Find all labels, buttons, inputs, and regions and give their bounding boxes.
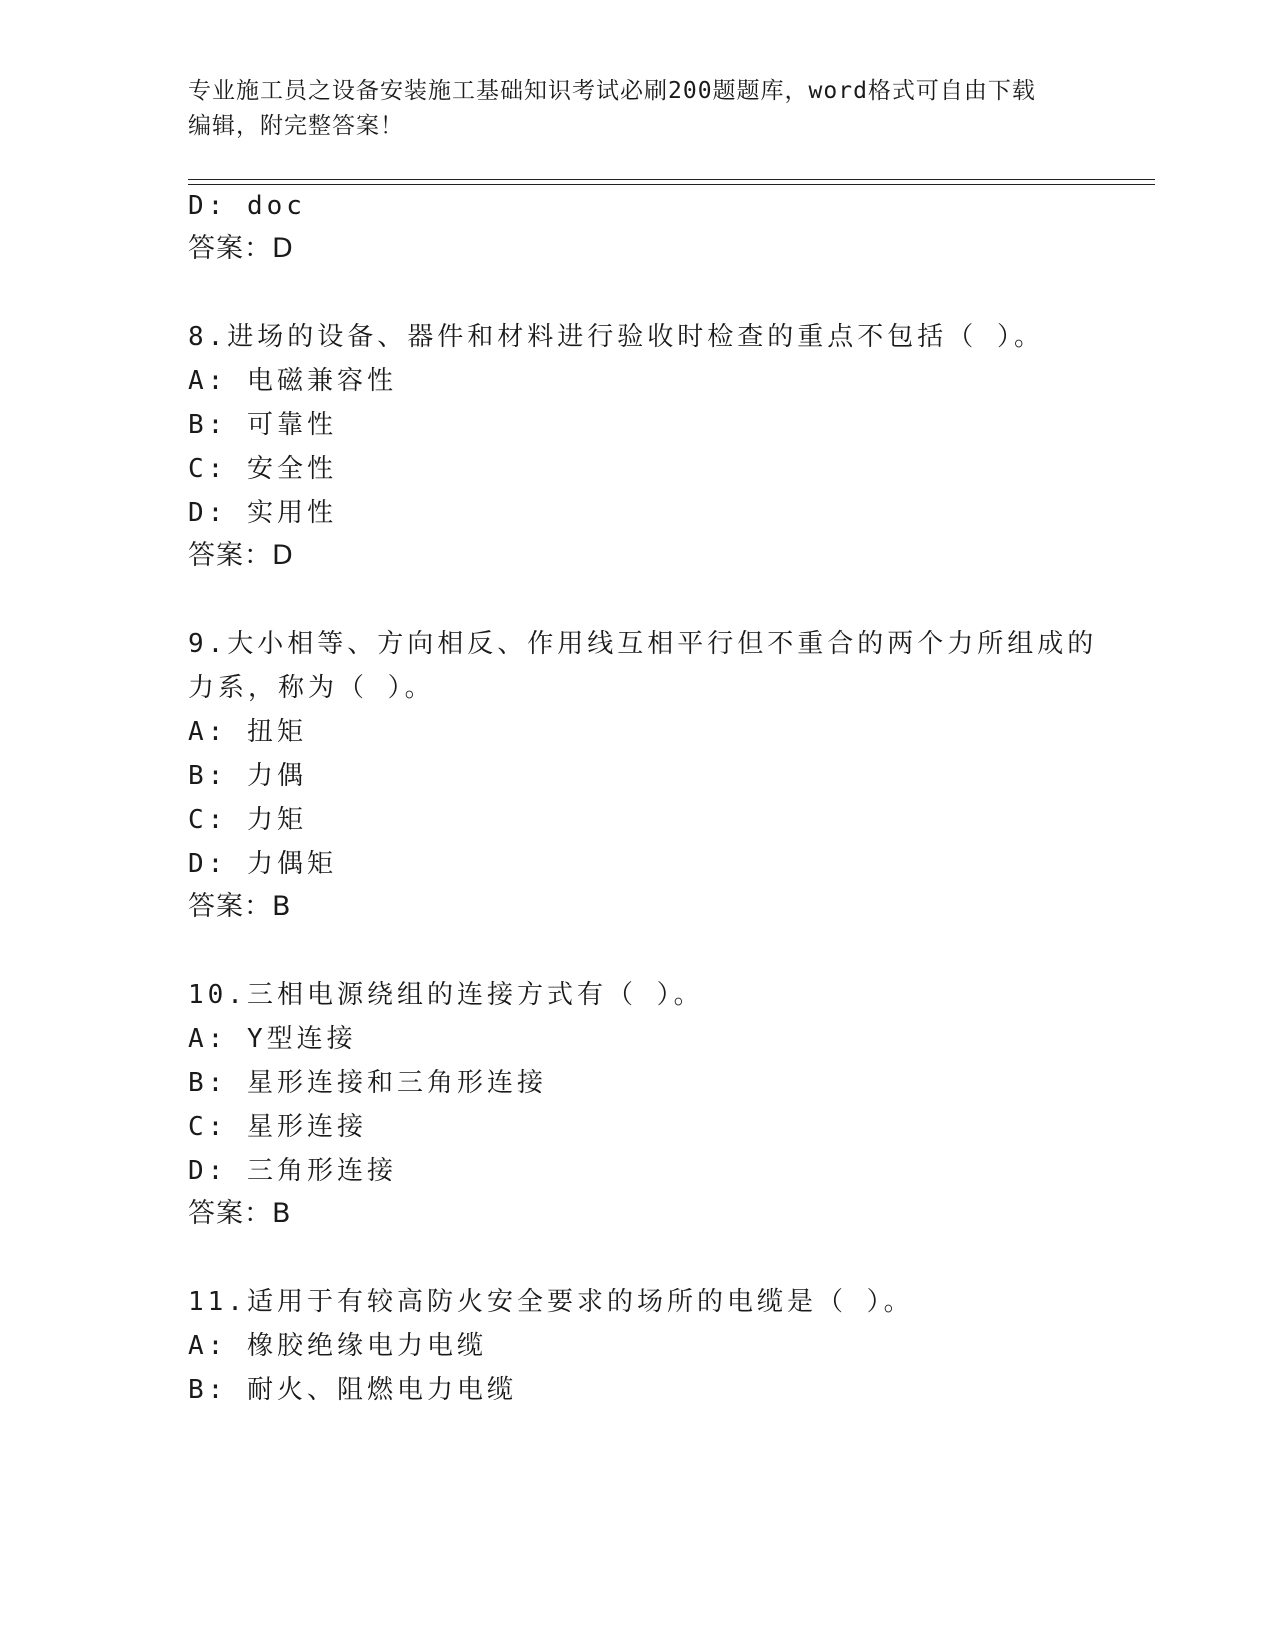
q9-stem-line1: 9.大小相等、方向相反、作用线互相平行但不重合的两个力所组成的 <box>188 629 1098 659</box>
q8-answer: 答案：D <box>188 540 294 571</box>
q10-answer: 答案：B <box>188 1198 292 1229</box>
q9-option-b: B: 力偶 <box>188 761 307 791</box>
q9-option-a: A: 扭矩 <box>188 717 307 747</box>
q11-stem: 11.适用于有较高防火安全要求的场所的电缆是（ ）。 <box>188 1287 914 1317</box>
q11-option-b: B: 耐火、阻燃电力电缆 <box>188 1375 517 1405</box>
q8-option-a: A: 电磁兼容性 <box>188 366 397 396</box>
document-header <box>188 74 1088 144</box>
q10-option-c: C: 星形连接 <box>188 1112 367 1142</box>
q8-option-b: B: 可靠性 <box>188 410 337 440</box>
header-title-line1: 专业施工员之设备安装施工基础知识考试必刷200题题库，word格式可自由下载 <box>188 78 1036 104</box>
q9-option-d: D: 力偶矩 <box>188 849 337 879</box>
q9-stem-line2: 力系，称为（ ）。 <box>188 673 435 703</box>
q10-option-b: B: 星形连接和三角形连接 <box>188 1068 547 1098</box>
q11-option-a: A: 橡胶绝缘电力电缆 <box>188 1331 487 1361</box>
header-divider-top <box>188 179 1155 180</box>
q9-answer: 答案：B <box>188 891 292 922</box>
q9-option-c: C: 力矩 <box>188 805 307 835</box>
q10-option-a: A: Y型连接 <box>188 1024 357 1054</box>
header-divider-bottom <box>188 184 1155 185</box>
q7-answer: 答案：D <box>188 233 294 264</box>
q8-option-c: C: 安全性 <box>188 454 337 484</box>
q10-stem: 10.三相电源绕组的连接方式有（ ）。 <box>188 980 704 1010</box>
q7-option-d: D: doc <box>188 191 306 221</box>
q8-option-d: D: 实用性 <box>188 498 337 528</box>
q10-option-d: D: 三角形连接 <box>188 1156 397 1186</box>
header-title-line2: 编辑，附完整答案！ <box>188 113 404 139</box>
q8-stem: 8.进场的设备、器件和材料进行验收时检查的重点不包括（ ）。 <box>188 322 1044 352</box>
